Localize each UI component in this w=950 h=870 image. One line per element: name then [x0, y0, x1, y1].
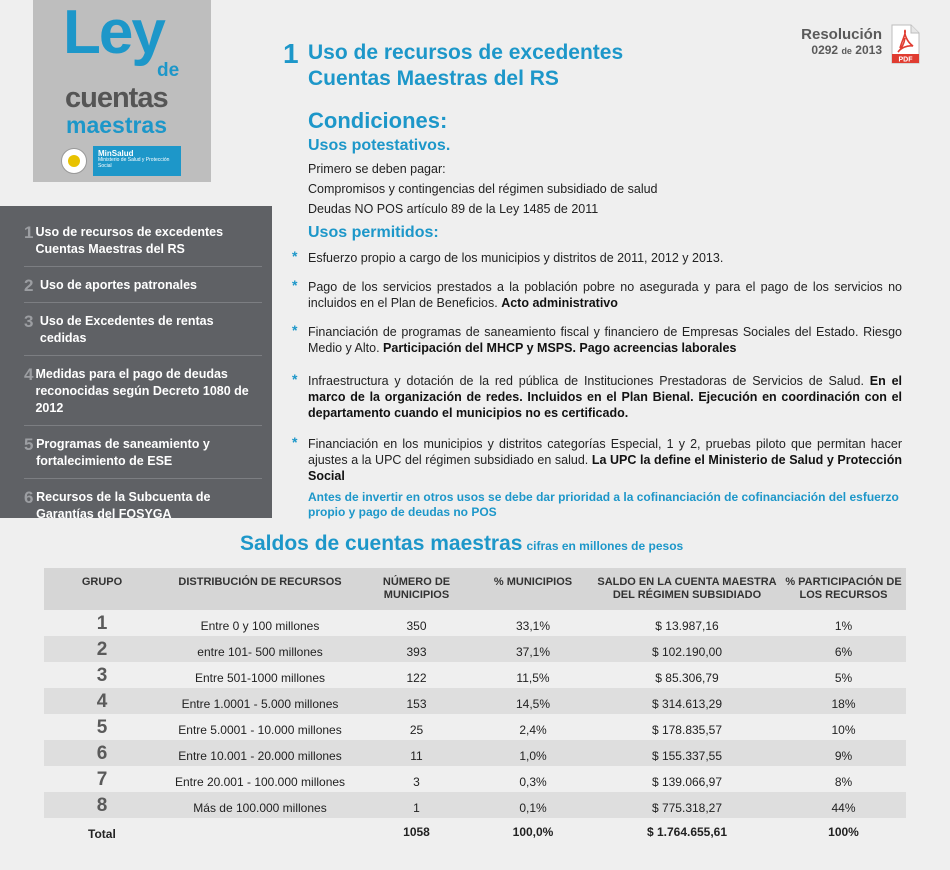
- permitido-bold: Acto administrativo: [501, 296, 618, 310]
- cell-municipios: 122: [406, 671, 427, 685]
- saldos-subtitle: cifras en millones de pesos: [526, 539, 684, 553]
- cell-distribucion: Entre 20.001 - 100.000 millones: [174, 775, 346, 789]
- cell-grupo: 2: [44, 636, 160, 662]
- table-row: [44, 740, 906, 766]
- resolution-year: 2013: [855, 43, 882, 57]
- permitido-bold: La UPC la define el Ministerio de Salud y Protección Social: [308, 453, 902, 483]
- section-title: [308, 40, 728, 92]
- pdf-icon[interactable]: [888, 24, 922, 64]
- cell-pct-participacion: 44%: [781, 792, 906, 818]
- cell-total-label: Total: [88, 827, 116, 841]
- cell-grupo: 8: [44, 792, 160, 818]
- cell-pct-municipios: 11,5%: [516, 671, 550, 685]
- permitido-item: [292, 373, 902, 421]
- resolution-reference: [800, 26, 882, 57]
- table-row: [44, 714, 906, 740]
- permitido-text: [308, 279, 902, 311]
- permitido-bold: En el marco de la organización de redes. Incluidos en el Plan Bienal. Ejecución en coordinación con el departamento cuando el municipios no es certificado.: [308, 374, 902, 420]
- saldos-title: [240, 532, 683, 556]
- cell-municipios: 393: [360, 636, 473, 662]
- priority-note: Antes de invertir en otros usos se debe dar prioridad a la cofinanciación de cofinanciación del esfuerzo propio y pago de deudas no POS: [308, 490, 899, 519]
- permitido-item: [292, 279, 902, 311]
- permitido-item: [292, 324, 902, 356]
- permitido-text: [308, 250, 902, 266]
- cell-total-blank: [160, 818, 360, 842]
- cell-saldo: $ 178.835,57: [651, 723, 723, 737]
- sidebar-nav: [0, 206, 272, 521]
- table-row: [44, 792, 906, 818]
- cell-total-pct-municipios: 100,0%: [512, 825, 554, 839]
- permitidos-heading: Usos permitidos:: [308, 224, 439, 241]
- bullet-star-icon: *: [292, 322, 298, 338]
- permitido-item: [292, 250, 902, 266]
- table-header-row: [44, 568, 906, 610]
- resolution-number-line: [800, 43, 882, 57]
- table-row: [44, 688, 906, 714]
- resolution-de: de: [841, 46, 852, 56]
- sidebar-item-excedentes[interactable]: [24, 220, 262, 267]
- cell-grupo: 1: [96, 613, 108, 634]
- logo-de-text: de: [157, 60, 180, 81]
- cell-pct-municipios: 1,0%: [473, 740, 593, 766]
- cell-pct-participacion: 8%: [834, 775, 853, 789]
- cell-saldo: $ 155.337,55: [593, 740, 781, 766]
- cell-municipios: 11: [360, 740, 473, 766]
- permitido-text: [308, 324, 902, 356]
- sidebar-item-label: Programas de saneamiento y fortalecimiento de ESE: [36, 437, 210, 468]
- cell-distribucion: Más de 100.000 millones: [160, 792, 360, 818]
- resolution-label: Resolución: [801, 26, 882, 43]
- cell-total-municipios: 1058: [403, 825, 430, 839]
- section-number: 1: [283, 38, 299, 69]
- ley-cuentas-maestras-logo: [33, 0, 211, 182]
- cell-pct-participacion: 18%: [781, 688, 906, 714]
- cell-pct-municipios: 2,4%: [519, 723, 547, 737]
- cell-distribucion: Entre 1.0001 - 5.000 millones: [160, 688, 360, 714]
- logo-cuentas-text: cuentas: [65, 82, 168, 114]
- cell-pct-participacion: 1%: [834, 619, 853, 633]
- cell-total-pct-participacion: 100%: [828, 825, 859, 839]
- cell-pct-municipios: 33,1%: [515, 619, 551, 633]
- logo-maestras-text: maestras: [66, 112, 168, 138]
- cell-distribucion: Entre 5.0001 - 10.000 millones: [178, 723, 342, 737]
- permitido-text: [308, 436, 902, 484]
- cell-saldo: $ 85.306,79: [655, 671, 719, 685]
- cell-grupo: 7: [96, 769, 108, 790]
- sidebar-item-label: Recursos de la Subcuenta de Garantías del FOSYGA: [36, 490, 211, 521]
- cell-municipios: 25: [409, 723, 424, 737]
- potestativos-line: Compromisos y contingencias del régimen subsidiado de salud: [308, 182, 658, 196]
- minsalud-name: MinSalud: [98, 149, 134, 158]
- section-title-line1: Uso de recursos de excedentes: [308, 41, 624, 64]
- sidebar-item-number: 1: [24, 223, 34, 242]
- cell-total-saldo: $ 1.764.655,61: [646, 825, 728, 839]
- cell-pct-participacion: 9%: [781, 740, 906, 766]
- cell-grupo: 3: [96, 665, 108, 686]
- bullet-star-icon: *: [292, 371, 298, 387]
- column-header: GRUPO: [44, 568, 160, 610]
- bullet-star-icon: *: [292, 248, 298, 264]
- permitido-plain: Financiación en los municipios y distritos categorías Especial, 1 y 2, pruebas piloto que permitan hacer ajustes a la UPC del régimen subsidiado en salud.: [308, 437, 902, 467]
- permitido-plain: Infraestructura y dotación de la red pública de Instituciones Prestadoras de Servicios de Salud.: [308, 374, 870, 388]
- cell-pct-participacion: 6%: [781, 636, 906, 662]
- minsalud-badge: [93, 146, 181, 176]
- cell-saldo: $ 13.987,16: [655, 619, 719, 633]
- sidebar-item-number: 2: [24, 276, 34, 295]
- cell-distribucion: entre 101- 500 millones: [160, 636, 360, 662]
- table-total-row: [44, 818, 906, 842]
- minsalud-subtitle: Ministerio de Salud y Protección Social: [98, 157, 170, 169]
- cell-pct-participacion: 5%: [834, 671, 853, 685]
- cell-distribucion: Entre 0 y 100 millones: [200, 619, 320, 633]
- permitido-text: [308, 373, 902, 421]
- column-header: NÚMERO DE MUNICIPIOS: [360, 568, 473, 610]
- cell-municipios: 3: [413, 775, 420, 789]
- sidebar-item-fosyga[interactable]: [24, 485, 262, 531]
- cell-pct-participacion: 10%: [831, 723, 856, 737]
- cell-distribucion: Entre 501-1000 millones: [194, 671, 326, 685]
- sidebar-item-deudas[interactable]: [24, 362, 262, 426]
- cell-saldo: $ 102.190,00: [593, 636, 781, 662]
- cell-pct-municipios: 0,3%: [519, 775, 547, 789]
- sidebar-item-label: Uso de recursos de excedentes Cuentas Maestras del RS: [35, 225, 224, 256]
- bullet-star-icon: *: [292, 277, 298, 293]
- sidebar-item-number: 4: [24, 365, 34, 384]
- permitido-plain: Financiación de programas de saneamiento fiscal y financiero de Empresas Sociales del Estado. Riesgo Medio y Alto.: [308, 325, 902, 355]
- table-row: [44, 662, 906, 688]
- bullet-star-icon: *: [292, 434, 298, 450]
- saldos-title-text: Saldos de cuentas maestras: [240, 532, 523, 555]
- cell-saldo: $ 775.318,27: [593, 792, 781, 818]
- table-row: [44, 766, 906, 792]
- saldos-table: [44, 568, 906, 842]
- permitido-bold: Participación del MHCP y MSPS. Pago acreencias laborales: [383, 341, 737, 355]
- cell-municipios: 350: [406, 619, 427, 633]
- conditions-heading: Condiciones:: [308, 108, 448, 133]
- section-title-line2: Cuentas Maestras del RS: [308, 67, 559, 90]
- sidebar-item-number: 5: [24, 435, 34, 454]
- cell-municipios: 1: [360, 792, 473, 818]
- sidebar-item-number: 3: [24, 312, 34, 331]
- cell-grupo: 6: [44, 740, 160, 766]
- cell-grupo: 4: [44, 688, 160, 714]
- resolution-number: 0292: [811, 43, 839, 57]
- permitido-plain: Pago de los servicios prestados a la población pobre no asegurada y para el pago de los servicios no incluidos en el Plan de Beneficios.: [308, 280, 902, 310]
- permitido-plain: Esfuerzo propio a cargo de los municipios y distritos de 2011, 2012 y 2013.: [308, 251, 724, 265]
- cell-pct-municipios: 37,1%: [473, 636, 593, 662]
- sidebar-item-label: Uso de aportes patronales: [40, 278, 197, 292]
- cell-saldo: $ 314.613,29: [593, 688, 781, 714]
- potestativos-list: [308, 159, 658, 219]
- cell-distribucion: Entre 10.001 - 20.000 millones: [160, 740, 360, 766]
- cell-pct-municipios: 14,5%: [473, 688, 593, 714]
- cell-municipios: 153: [360, 688, 473, 714]
- column-header: DISTRIBUCIÓN DE RECURSOS: [160, 568, 360, 610]
- column-header: SALDO EN LA CUENTA MAESTRA DEL RÉGIMEN SUBSIDIADO: [593, 568, 781, 610]
- pdf-icon-label: PDF: [898, 56, 913, 64]
- table-row: [44, 610, 906, 636]
- cell-saldo: $ 139.066,97: [651, 775, 723, 789]
- potestativos-line: Deudas NO POS artículo 89 de la Ley 1485 de 2011: [308, 202, 599, 216]
- column-header: % PARTICIPACIÓN DE LOS RECURSOS: [781, 568, 906, 610]
- logo-ley-text: Ley: [63, 0, 164, 67]
- sidebar-item-aportes[interactable]: [24, 273, 262, 303]
- sidebar-item-rentas[interactable]: [24, 309, 262, 356]
- sidebar-item-label: Medidas para el pago de deudas reconocidas según Decreto 1080 de 2012: [35, 367, 249, 415]
- permitido-item: [292, 436, 902, 484]
- cell-pct-municipios: 0,1%: [473, 792, 593, 818]
- sidebar-item-number: 6: [24, 488, 34, 507]
- potestativos-line: Primero se deben pagar:: [308, 162, 446, 176]
- sidebar-item-saneamiento[interactable]: [24, 432, 262, 479]
- column-header: % MUNICIPIOS: [473, 568, 593, 610]
- table-row: [44, 636, 906, 662]
- cell-grupo: 5: [96, 717, 108, 738]
- potestativos-heading: Usos potestativos.: [308, 137, 451, 154]
- sidebar-item-label: Uso de Excedentes de rentas cedidas: [39, 314, 214, 345]
- colombia-seal-icon: [61, 148, 87, 174]
